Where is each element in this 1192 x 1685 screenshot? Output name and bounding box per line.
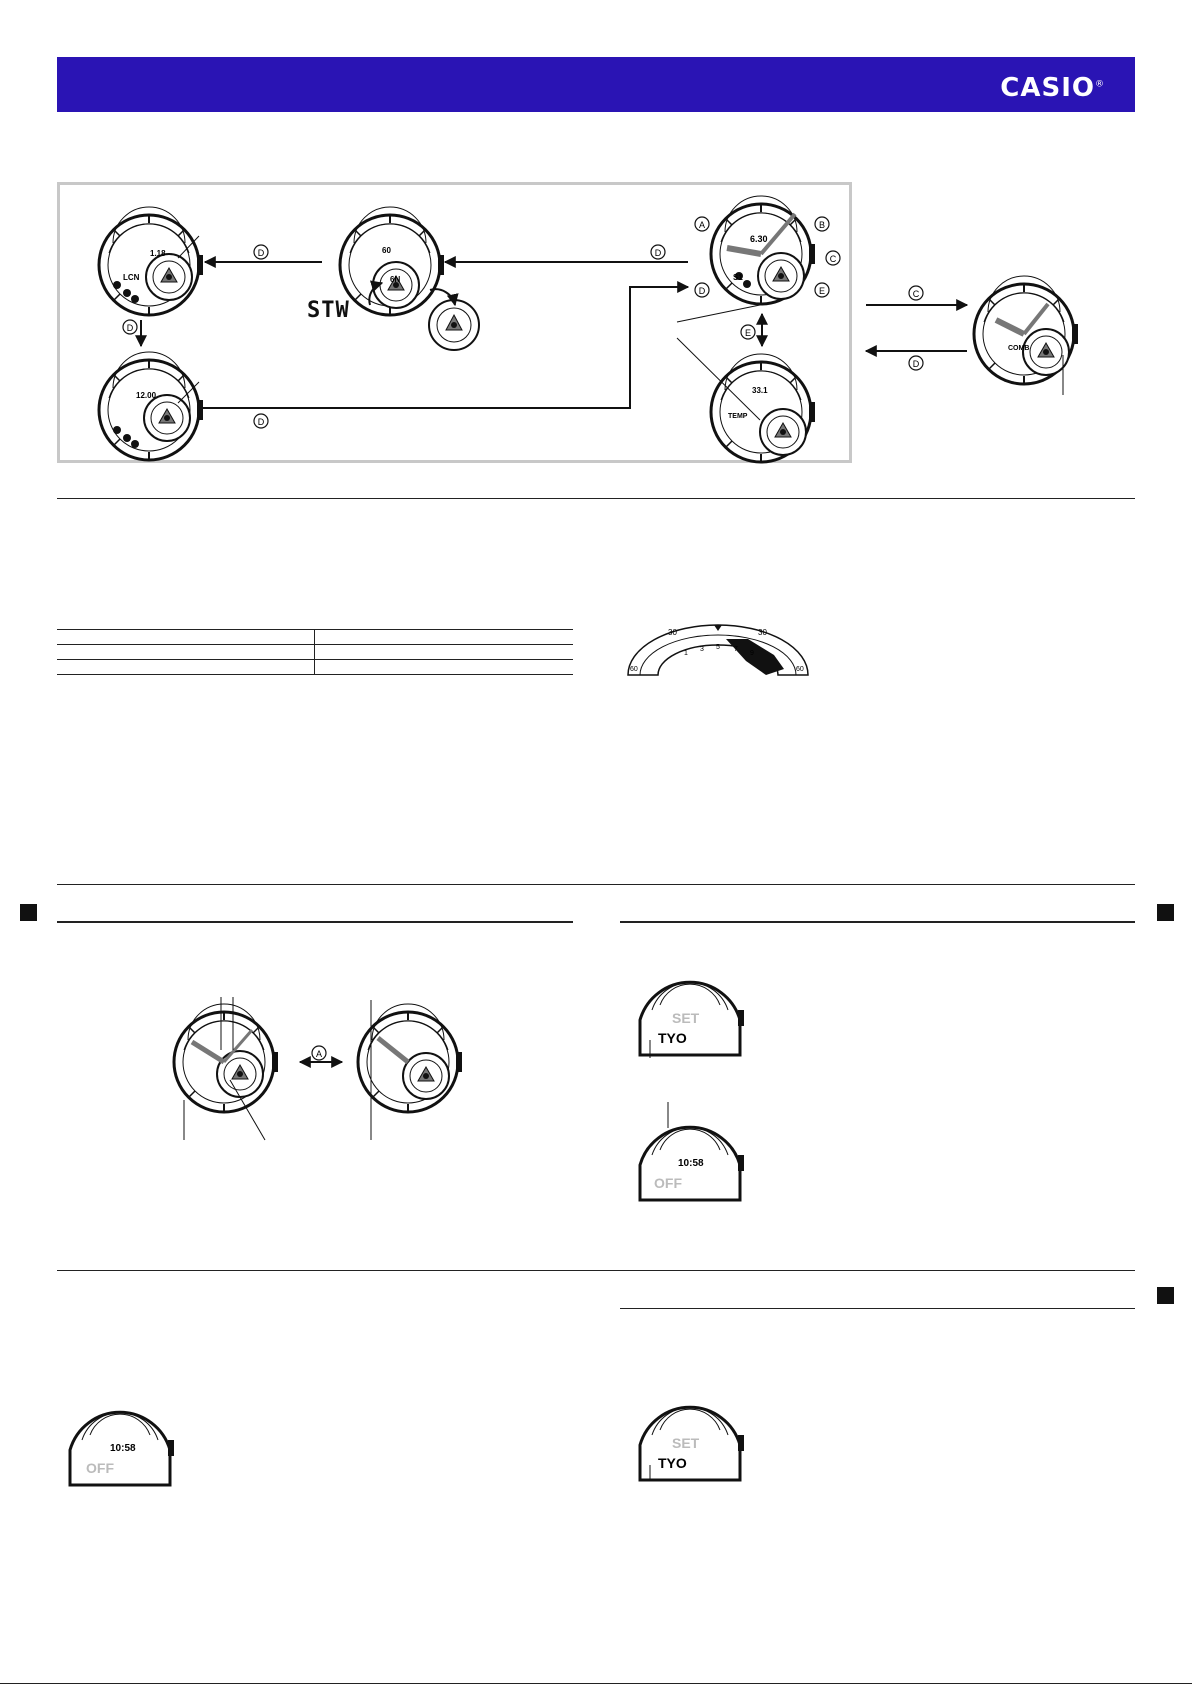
- svg-text:A: A: [315, 1049, 323, 1059]
- gauge-number-9: 9: [750, 650, 754, 657]
- blank-table: [57, 629, 573, 675]
- svg-text:D: D: [654, 248, 662, 258]
- svg-text:E: E: [818, 286, 826, 296]
- gauge-number-5: 5: [716, 644, 720, 651]
- readout-timekeeping-mode: S1: [733, 273, 743, 282]
- section-bullet-right: [1157, 904, 1174, 921]
- watch-compass: [974, 276, 1078, 384]
- watch-stopwatch-detail: [429, 300, 479, 350]
- subsection-rule-right-2: [620, 1308, 1135, 1309]
- watch-alarm: [99, 352, 203, 460]
- button-a-marker: [695, 217, 709, 231]
- watch-hand-home: [174, 1004, 278, 1112]
- gauge-number-7: 7: [734, 646, 738, 653]
- svg-text:OFF: OFF: [86, 1460, 114, 1476]
- gauge-top-number-right: 30: [758, 628, 767, 637]
- gauge-number-1: 1: [684, 650, 688, 657]
- svg-text:D: D: [257, 417, 265, 427]
- button-c-label: [909, 286, 923, 300]
- svg-text:TYO: TYO: [658, 1030, 687, 1046]
- svg-text:D: D: [912, 359, 920, 369]
- svg-text:C: C: [912, 289, 920, 299]
- svg-text:SET: SET: [672, 1010, 700, 1026]
- readout-stopwatch: 60: [382, 246, 391, 255]
- svg-text:A: A: [698, 220, 706, 230]
- section-bullet-right-2: [1157, 1287, 1174, 1304]
- readout-world-time: 1.18: [150, 249, 166, 258]
- button-d-label-5: [909, 356, 923, 370]
- button-d-label-4: [254, 414, 268, 428]
- button-d-marker: [695, 283, 709, 297]
- svg-text:C: C: [829, 254, 837, 264]
- svg-text:OFF: OFF: [654, 1175, 682, 1191]
- setting-screen-city: [640, 982, 744, 1055]
- leader-line-b: [677, 305, 760, 322]
- page-bottom-rule: [0, 1683, 1192, 1684]
- setting-screen-city-2: [640, 1407, 744, 1480]
- section-rule-1: [57, 498, 1135, 499]
- readout-thermometer-mode: TEMP: [728, 413, 748, 420]
- readout-stopwatch-mode: 6N: [390, 275, 401, 284]
- gauge-side-number-right: 60: [796, 666, 804, 673]
- button-c-marker: [826, 251, 840, 265]
- readout-timekeeping: 6.30: [750, 234, 768, 244]
- svg-text:B: B: [818, 220, 826, 230]
- svg-text:10:58: 10:58: [678, 1158, 704, 1169]
- button-d-label-3: [123, 320, 137, 334]
- svg-text:D: D: [257, 248, 265, 258]
- watch-stopwatch: [340, 207, 444, 315]
- svg-text:D: D: [126, 323, 134, 333]
- section-rule-2: [57, 884, 1135, 885]
- svg-text:E: E: [744, 328, 752, 338]
- readout-world-time-mode: LCN: [123, 273, 140, 282]
- svg-text:10:58: 10:58: [110, 1443, 136, 1454]
- button-e-label: [741, 325, 755, 339]
- subsection-rule-left: [57, 921, 573, 923]
- readout-thermometer: 33.1: [752, 386, 768, 395]
- watch-hand-moved: [358, 1004, 462, 1112]
- svg-text:D: D: [698, 286, 706, 296]
- setting-screen-off-left: [70, 1412, 174, 1485]
- button-a-toggle-label: [312, 1046, 326, 1060]
- svg-text:TYO: TYO: [658, 1455, 687, 1471]
- button-b-marker: [815, 217, 829, 231]
- watch-thermometer: [711, 354, 815, 462]
- button-d-label-2: [651, 245, 665, 259]
- button-d-label-1: [254, 245, 268, 259]
- gauge-side-number-left: 60: [630, 666, 638, 673]
- button-e-marker: [815, 283, 829, 297]
- gauge-number-3: 3: [700, 646, 704, 653]
- stw-label: STW: [307, 298, 350, 323]
- svg-text:SET: SET: [672, 1435, 700, 1451]
- setting-screen-off: [640, 1127, 744, 1200]
- gauge-top-number-left: 30: [668, 628, 677, 637]
- gauge-scale: [628, 625, 808, 675]
- watch-world-time: [99, 207, 203, 315]
- watch-timekeeping: [711, 196, 815, 304]
- subsection-rule-right: [620, 921, 1135, 923]
- section-rule-3: [57, 1270, 1135, 1271]
- readout-alarm: 12.00: [136, 391, 157, 400]
- readout-compass-mode: COMB: [1008, 345, 1030, 352]
- casio-logo: CASIO®: [1000, 73, 1105, 103]
- section-bullet-left: [20, 904, 37, 921]
